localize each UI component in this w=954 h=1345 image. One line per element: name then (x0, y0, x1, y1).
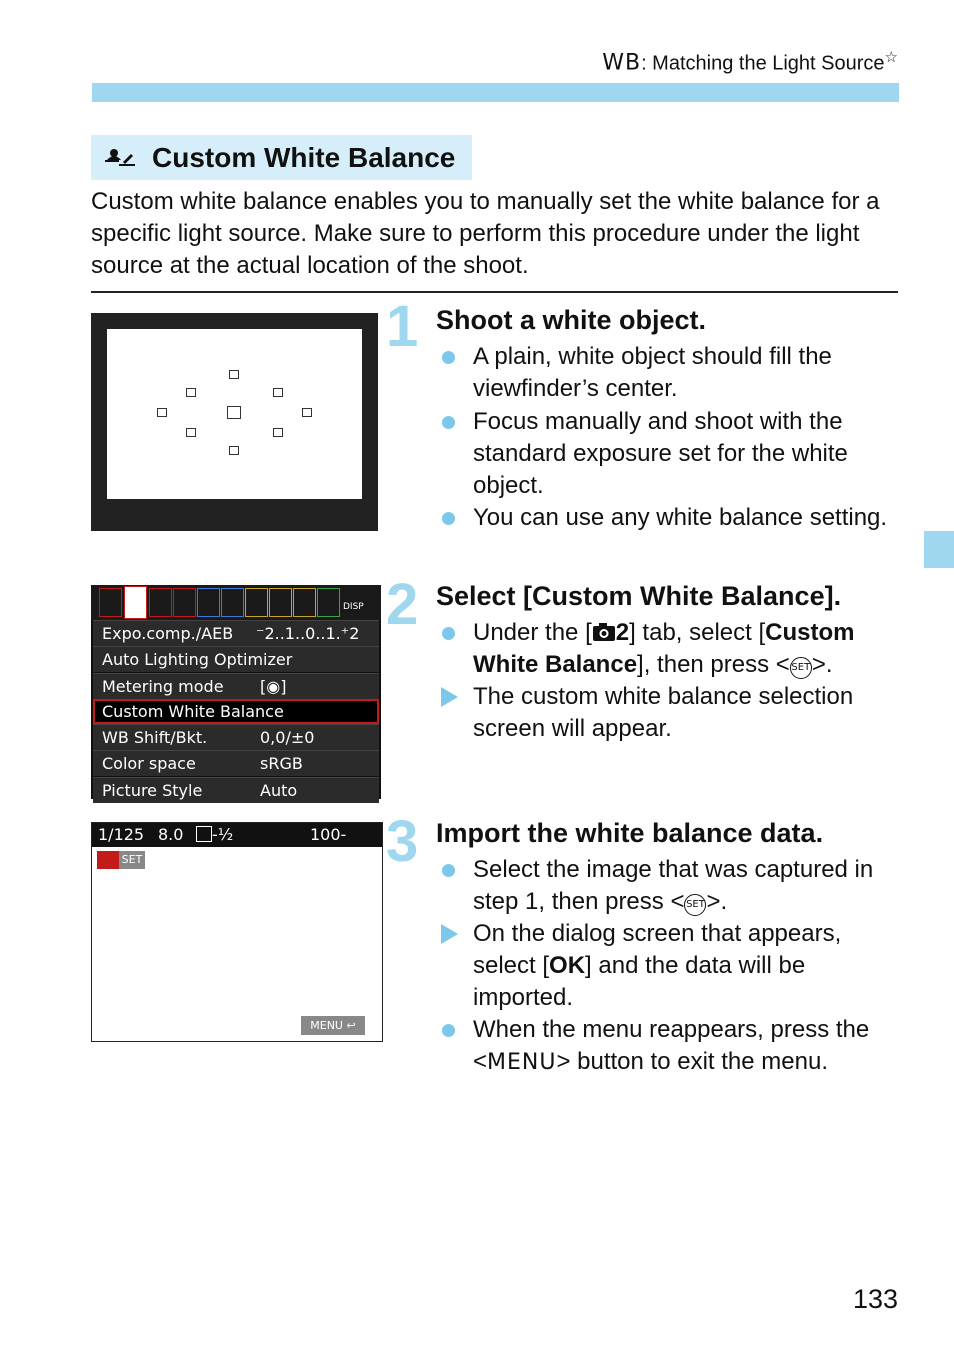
af-point (273, 428, 283, 437)
white-balance-symbol: WB (602, 50, 642, 76)
af-point (186, 388, 196, 397)
bullet-item (436, 1014, 876, 1078)
menu-button-label: MENU (487, 1050, 557, 1075)
bullet-text: When the menu reappears, press the <MENU> button to exit the menu. (473, 1016, 870, 1075)
bullet-dot-icon (442, 1024, 455, 1037)
star-mark: ☆ (884, 49, 898, 66)
camera-tab-icon (592, 622, 616, 642)
bullet-item (436, 854, 876, 918)
step-title: Select [Custom White Balance]. (436, 581, 842, 611)
menu-row: Picture Style Auto (93, 777, 379, 803)
disp-label: DISP (343, 602, 364, 612)
setup-tab-icon (269, 588, 292, 617)
set-button-icon: SET (684, 894, 706, 916)
menu-row: Metering mode [◉] (93, 673, 379, 699)
running-header (602, 48, 898, 76)
bullet-dot-icon (442, 512, 455, 525)
step-number: 2 (386, 572, 419, 637)
bullet-item (436, 341, 876, 405)
custom-wb-set-icons (97, 851, 147, 869)
shooting-tab-icon (149, 588, 172, 617)
bullet-text: The custom white balance selection screen will appear. (473, 683, 854, 742)
setup-tab-icon (245, 588, 268, 617)
playback-tab-icon (221, 588, 244, 617)
bullet-item (436, 918, 876, 1014)
af-point (273, 388, 283, 397)
bullet-dot-icon (442, 416, 455, 429)
bullet-dot-icon (442, 351, 455, 364)
return-icon: ↩ (346, 1019, 356, 1032)
header-bar (92, 83, 899, 102)
menu-row: Color space sRGB (93, 750, 379, 776)
section-heading (91, 135, 472, 180)
exposure-comp: -½ (196, 823, 233, 847)
result-arrow-icon (441, 924, 458, 944)
aperture-value: 8.0 (158, 825, 184, 844)
bullet-text: Select the image that was captured in step 1, then press < SET>. (473, 856, 874, 915)
exposure-comp-icon (196, 826, 212, 842)
af-point (186, 428, 196, 437)
file-number: 100-0020 (310, 825, 351, 868)
af-point (302, 408, 312, 417)
bullet-item (436, 406, 876, 502)
menu-tab-strip (91, 585, 381, 620)
my-menu-star-icon (317, 588, 340, 617)
bullet-text: A plain, white object should fill the viewfinder’s center. (473, 343, 832, 402)
bullet-dot-icon (442, 864, 455, 877)
playback-screen (91, 822, 383, 1042)
menu-row: Auto Lighting Optimizer (93, 646, 379, 672)
set-label: SET (119, 851, 145, 869)
af-point-center (227, 406, 241, 419)
result-arrow-icon (441, 687, 458, 707)
set-button-icon: SET (790, 657, 812, 679)
bullet-item (436, 502, 888, 566)
shooting-tab-2-icon-selected (124, 586, 147, 619)
camera-menu-screen (91, 585, 381, 799)
step-number: 1 (386, 294, 419, 359)
intro-paragraph: Custom white balance enables you to manually set the white balance for a specific light source. Make sure to perform this procedure under the light source at the actual location of the shoot. (91, 188, 880, 279)
shooting-tab-icon (99, 588, 122, 617)
setup-tab-icon (293, 588, 316, 617)
step-number: 3 (386, 809, 419, 874)
bullet-item (436, 617, 906, 681)
bullet-text: Under the [ 2] tab, select [Custom White Balance], then press < SET>. (473, 619, 855, 678)
af-point (229, 446, 239, 455)
bullet-text: On the dialog screen that appears, select [OK] and the data will be imported. (473, 920, 842, 1011)
viewfinder-illustration (91, 313, 378, 531)
af-point (229, 370, 239, 379)
bullet-dot-icon (442, 627, 455, 640)
menu-row: WB Shift/Bkt. 0,0/±0 (93, 724, 379, 750)
bullet-text: Focus manually and shoot with the standard exposure set for the white object. (473, 408, 848, 499)
menu-row-selected: Custom White Balance (93, 699, 379, 724)
divider (91, 291, 898, 293)
step-title: Shoot a white object. (436, 305, 707, 335)
playback-tab-icon (197, 588, 220, 617)
viewfinder-screen (107, 329, 362, 499)
section-title: Custom White Balance (152, 142, 456, 173)
menu-list (93, 620, 379, 803)
page-number: 133 (852, 1284, 898, 1314)
custom-white-balance-icon (97, 851, 119, 869)
custom-white-balance-icon (103, 145, 139, 171)
step-title: Import the white balance data. (436, 818, 824, 848)
bullet-item (436, 681, 876, 745)
bullet-text: You can use any white balance setting. (473, 504, 888, 531)
shooting-tab-icon (173, 588, 196, 617)
menu-row: Expo.comp./AEB ⁻2..1..0..1.⁺2 (93, 620, 379, 646)
running-title: : Matching the Light Source (641, 52, 885, 75)
shutter-speed: 1/125 (98, 825, 145, 844)
menu-return-button: MENU ↩ (301, 1016, 365, 1035)
chapter-tab-marker (924, 531, 954, 568)
af-point (157, 408, 167, 417)
